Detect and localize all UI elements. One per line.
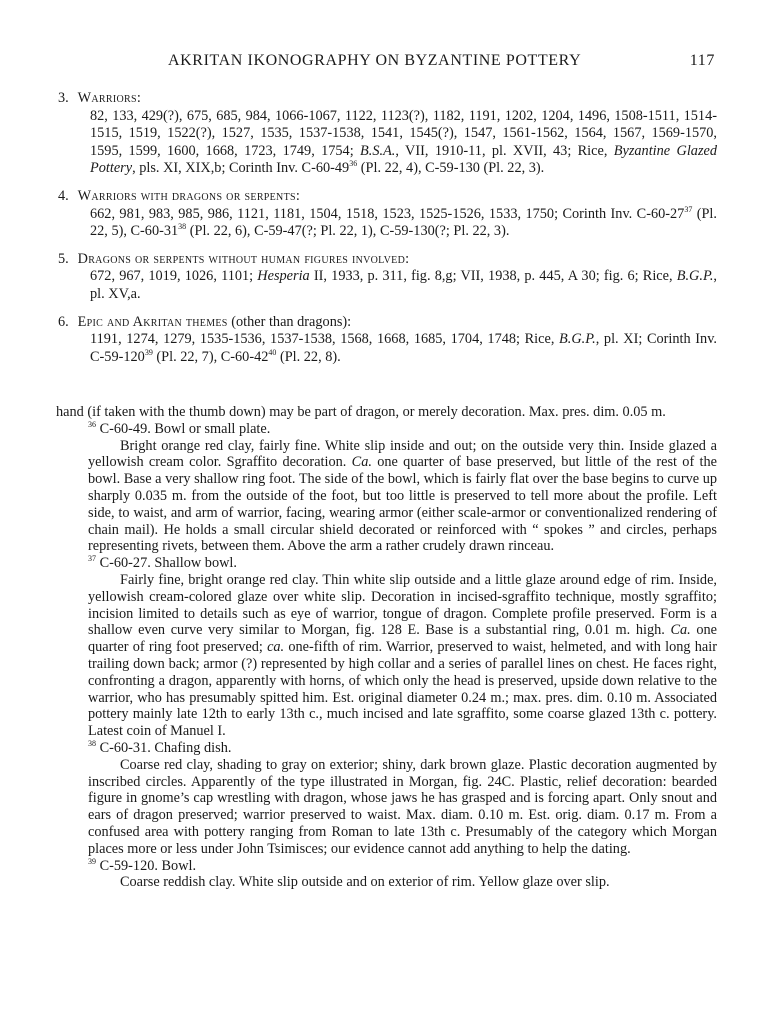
footnotes: [56, 404, 717, 891]
category-epic-themes: 6. Epic and Akritan themes (other than dragons): 1191, 1274, 1279, 1535-1536, 1537-1538, 1568, 1668, 1685, 1704, 1748; Rice, B.G.P., pl. XI; Corinth Inv. $C-59-120^{39}$ (Pl. 22, 7), $C-60-42^{40}$ (Pl. 22, 8).: [58, 313, 717, 365]
category-number: 5.: [58, 250, 69, 267]
footnote-39-heading: $^{39}$ C-59-120. Bowl.: [88, 856, 197, 874]
page-number: 117: [689, 52, 715, 69]
footnote-mark: 38: [88, 738, 96, 748]
category-number: 3.: [58, 90, 69, 106]
footnote-39-body: Coarse reddish clay. White slip outside and on exterior of rim. Yellow glaze over slip.: [120, 874, 610, 891]
footnote-ref: 36: [349, 159, 358, 169]
footnote-36-heading: $^{36}$ C-60-49. Bowl or small plate.: [88, 419, 271, 437]
category-number: 4.: [58, 187, 69, 204]
category-dragons-alone: [58, 251, 717, 304]
iconography-categories: [58, 90, 717, 376]
category-warriors: [58, 90, 717, 178]
footnote-continuation: hand (if taken with the thumb down) may be part of dragon, or merely decoration. Max. pres. dim. 0.05 m.: [56, 404, 666, 420]
running-title: AKRITAN IKONOGRAPHY ON BYZANTINE POTTERY: [168, 52, 582, 69]
footnote-38-heading: $^{38}$ C-60-31. Chafing dish.: [88, 738, 232, 756]
footnote-mark: 37: [88, 554, 96, 564]
footnote-37-body: Fairly fine, bright orange red clay. Thin white slip outside and a little glaze around edge of rim. Inside, yellowish cream-colored glaze over white slip. Decoration in incised-sgraffito technique, mostly sgraffito; incision limited to details such as eye of warrior, tongue of dragon. Complete profile preserved. Form is a shallow even curve very similar to Morgan, fig. 128 E. Base is a substantial ring, 0.01 m. high. Ca. one quarter of ring foot preserved; ca. one-fifth of rim. Warrior, preserved to waist, helmeted, and with long hair trailing down back; armor (?) represented by high collar and a series of parallel lines on chest. He faces right, confronting a dragon, apparently with horns, of which only the head is preserved, upside down relative to the warrior, who has presumably spitted him. Est. original diameter 0.24 m.; max. pres. dim. 0.10 m. Associated pottery mainly late 12th to early 13th c., much incised and late sgraffito, some coarse glazed 13th c. pottery. Latest coin of Manuel I.: [88, 571, 717, 740]
category-references: 82, 133, 429(?), 675, 685, 984, 1066-1067, 1122, 1123(?), 1182, 1191, 1202, 1204, 1496, 1508-1511, 1514-1515, 1519, 1522(?), 1527, 1535, 1537-1538, 1541, 1545(?), 1547, 1561-1562, 1564, 1567, 1569-1570, 1595, 1599, 1600, 1668, 1723, 1749, 1754; B.S.A., VII, 1910-11, pl. XVII, 43; Rice, Byzantine Glazed Pottery, pls. XI, XIX,b; Corinth Inv. $C-60-49^{36}$ (Pl. 22, 4), C-59-130 (Pl. 22, 3).: [90, 107, 717, 177]
footnote-ref: 39: [144, 347, 153, 357]
footnote-36-body: Bright orange red clay, fairly fine. White slip inside and out; on the outside very thin. Inside glazed a yellowish cream color. Sgraffito decoration. Ca. one quarter of base preserved, but little of the rest of the bowl. Base a very shallow ring foot. The side of the bowl, which is fairly flat over the base begins to curve up sharply 0.035 m. from the outside of the foot, but too little is preserved to tell more about the profile. Left side, to waist, and arm of warrior, facing, wearing armor (either scale-armor or conventionalized rendering of chain mail). He holds a small circular shield decorated or reinforced with “ spokes ” and circles, perhaps representing rivets, between them. Above the arm a rather crudely drawn rinceau.: [88, 437, 717, 555]
footnote-38-body: Coarse red clay, shading to gray on exterior; shiny, dark brown glaze. Plastic decoration augmented by inscribed circles. Apparently of the type illustrated in Morgan, fig. 24C. Plastic, relief decoration: bearded figure in gnome’s cap wrestling with dragon, whose jaws he has grasped and is forcing apart. Only snout and ears of dragon preserved; warrior preserved to waist. Max. diam. 0.10 m. Est. orig. diam. 0.17 m. From a confused area with pottery ranging from Roman to late 13th c. Presumably of the category which Morgan places more or less under John Tsimisces; our evidence cannot add anything to help the dating.: [88, 756, 717, 857]
footnote-mark: 39: [88, 856, 96, 866]
category-heading: Dragons or serpents without human figures involved:: [77, 250, 410, 267]
footnote-ref: 40: [268, 347, 277, 357]
running-head: [58, 52, 715, 76]
footnote-ref: 38: [178, 222, 187, 232]
category-heading: Warriors:: [77, 90, 142, 106]
category-references: 662, 981, 983, 985, 986, 1121, 1181, 1504, 1518, 1523, 1525-1526, 1533, 1750; Corinth Inv. $C-60-27^{37}$ (Pl. 22, 5), $C-60-31^{38}$ (Pl. 22, 6), C-59-47(?; Pl. 22, 1), C-59-130(?; Pl. 22, 3).: [90, 204, 717, 240]
footnote-mark: 36: [88, 419, 96, 429]
category-heading: Epic and Akritan themes: [77, 313, 228, 330]
category-warriors-with-dragons: [58, 188, 717, 241]
category-references: 672, 967, 1019, 1026, 1101; Hesperia II, 1933, p. 311, fig. 8,g; VII, 1938, p. 445, A 30; fig. 6; Rice, B.G.P., pl. XV,a.: [90, 268, 717, 302]
footnote-ref: 37: [684, 204, 693, 214]
footnote-37-heading: $^{37}$ C-60-27. Shallow bowl.: [88, 554, 237, 572]
category-heading: Warriors with dragons or serpents:: [77, 187, 301, 204]
category-number: 6.: [58, 313, 69, 330]
category-references: 1191, 1274, 1279, 1535-1536, 1537-1538, 1568, 1668, 1685, 1704, 1748; Rice, B.G.P., pl. XI; Corinth Inv. $C-59-120^{39}$ (Pl. 22, 7), $C-60-42^{40}$ (Pl. 22, 8).: [90, 331, 717, 365]
